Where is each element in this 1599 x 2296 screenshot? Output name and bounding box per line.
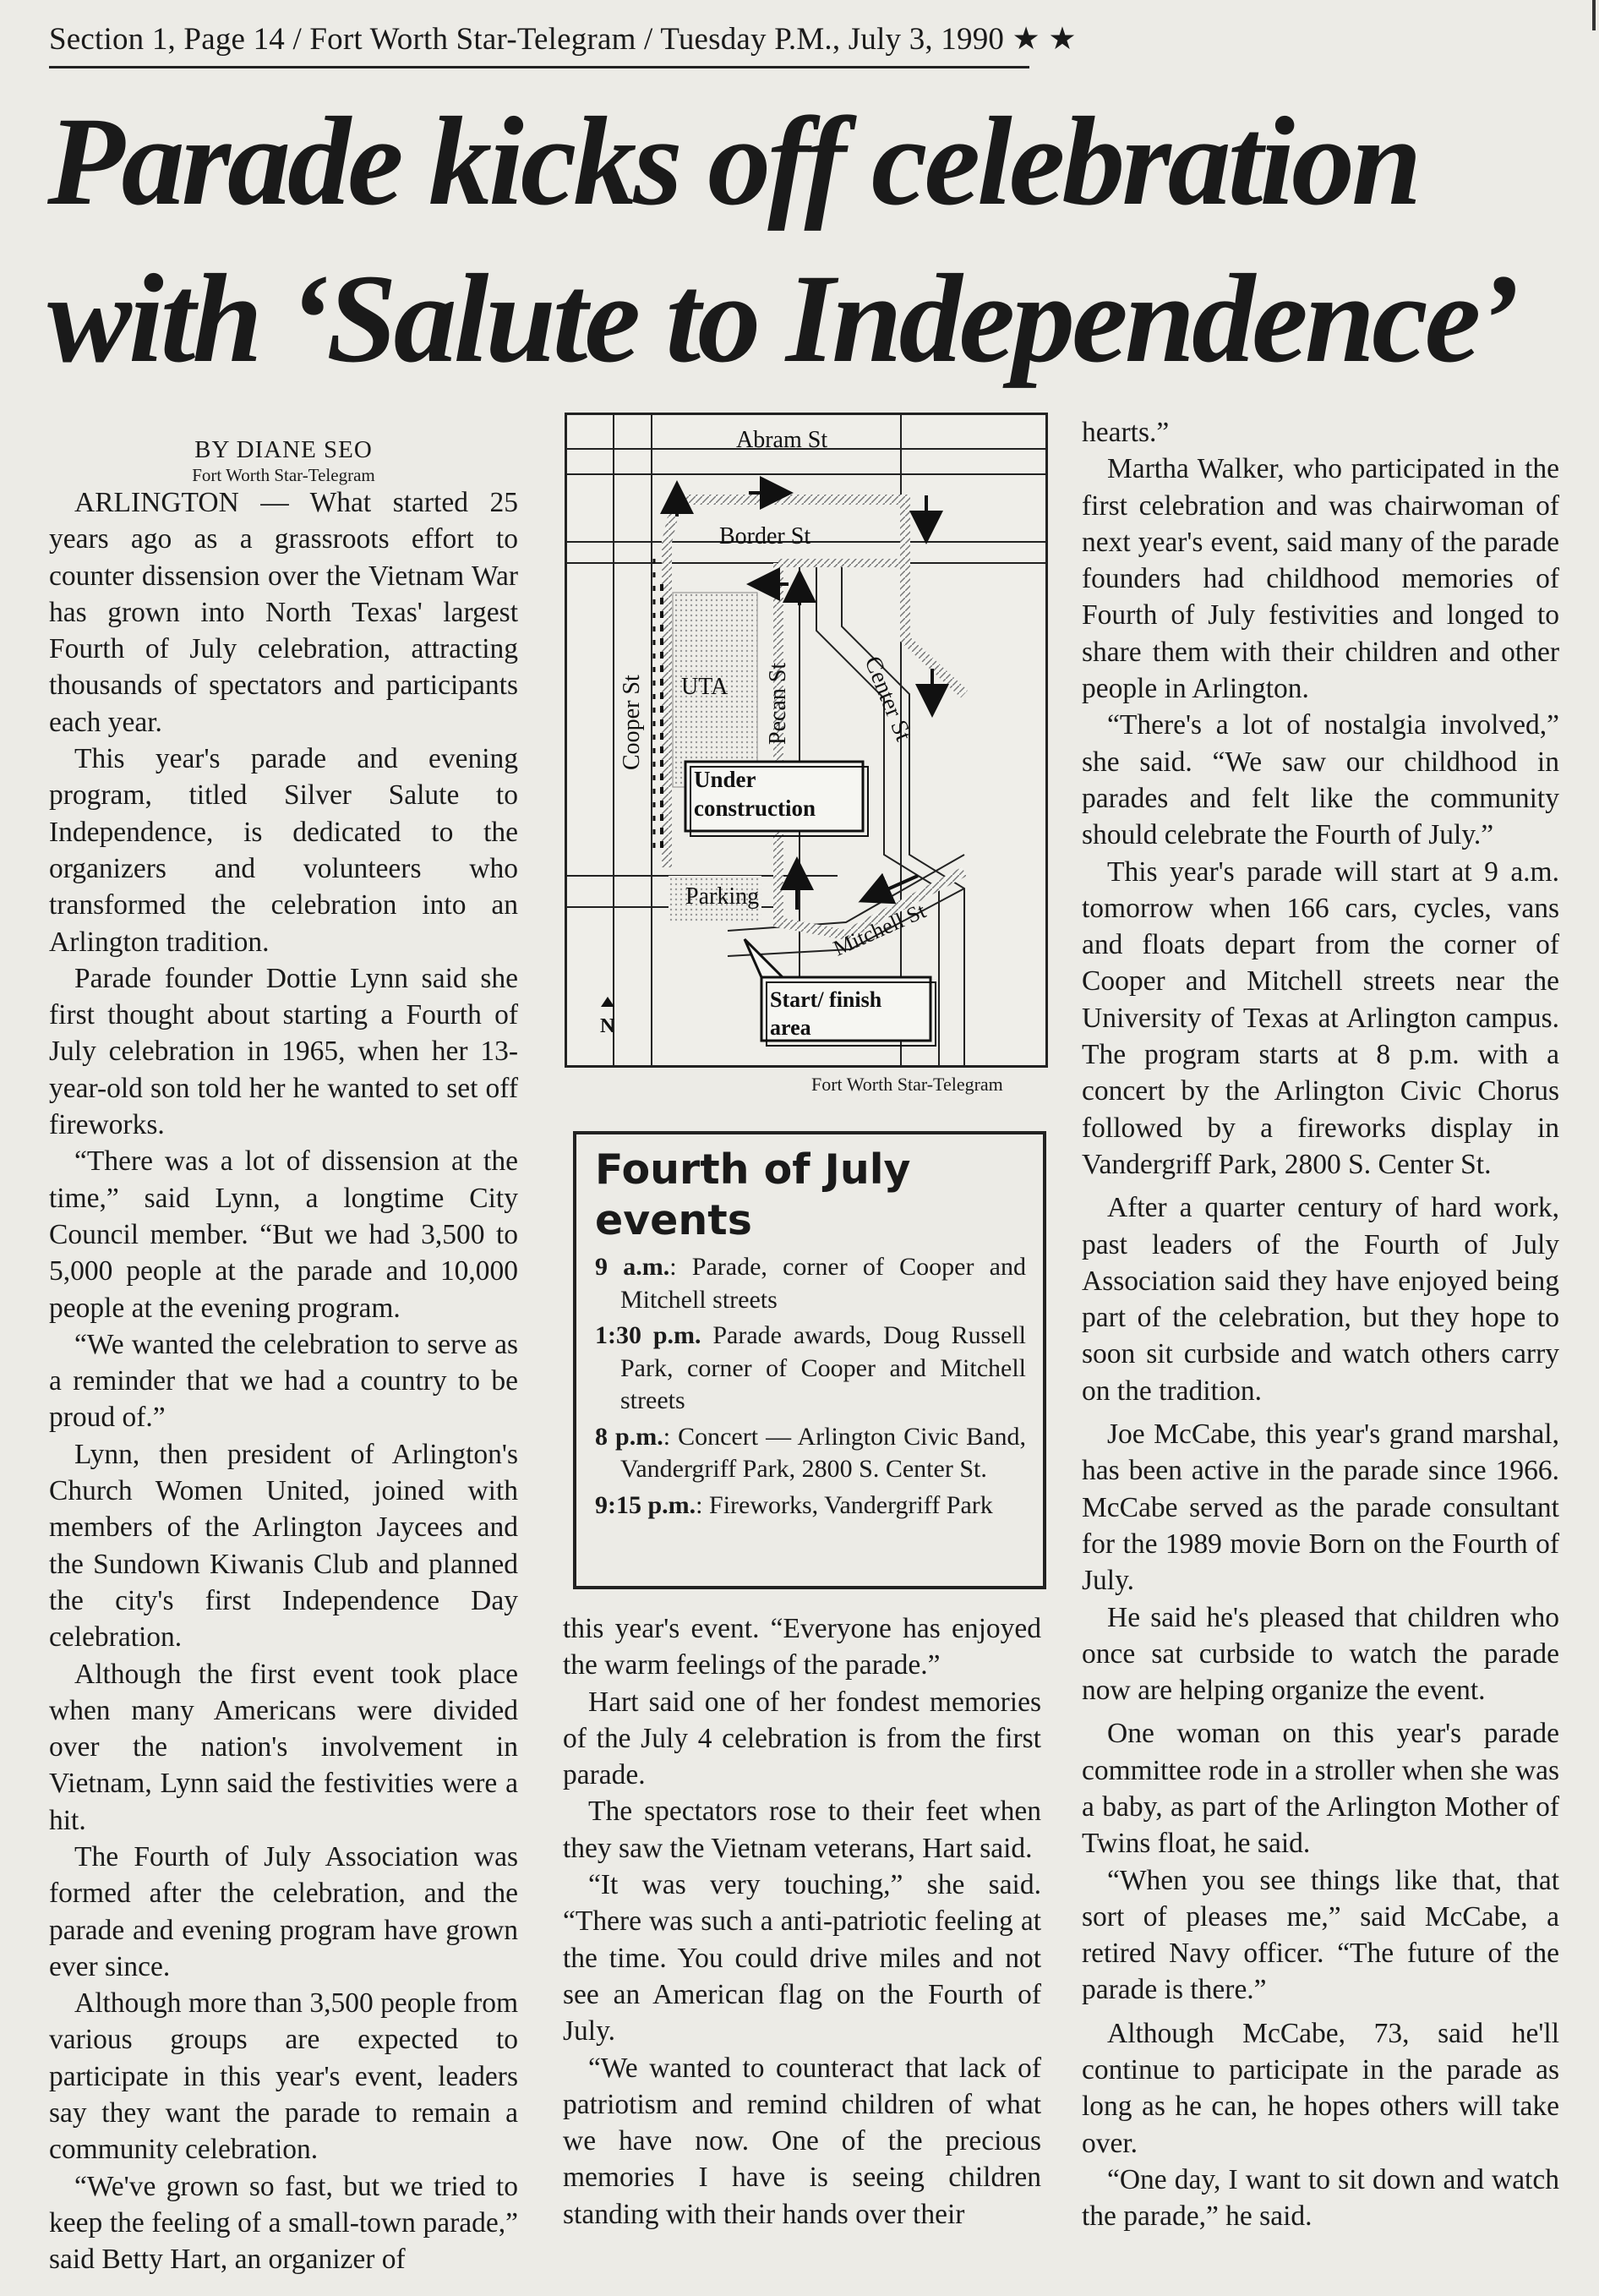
paragraph: Hart said one of her fondest memories of the July 4 celebration is from the first parade. <box>563 1686 1041 1791</box>
map-graphic <box>567 415 1045 1065</box>
map-label-parking: Parking <box>685 883 760 910</box>
paragraph: “There's a lot of nostalgia involved,” she said. “We saw our childhood in parades and felt like the community should celebrate the Fourth of July.” <box>1082 709 1559 851</box>
event-text: : Concert — Arlington Civic Band, Vandergriff Park, 2800 S. Center St. <box>620 1422 1026 1483</box>
map-label-construction: construction <box>694 795 816 821</box>
map-label-uta: UTA <box>681 674 729 700</box>
event-item <box>595 1421 1026 1486</box>
paragraph: Lynn, then president of Arlington's Church Women United, joined with members of the Arlington Jaycees and the Sundown Kiwanis Club and planned the city's first Independence Day celebration. <box>49 1438 518 1654</box>
paragraph: One woman on this year's parade committee rode in a stroller when she was a baby, as part of the Arlington Mother of Twins float, he said. <box>1082 1718 1559 1860</box>
byline-author: BY DIANE SEO <box>194 436 373 463</box>
paragraph: “It was very touching,” she said. “There was such a anti-patriotic feeling at the time. You could drive miles and not see an American flag on the Fourth of July. <box>563 1869 1041 2047</box>
map-label-abram: Abram St <box>736 427 828 453</box>
map-label-pecan: Pecan St <box>765 662 791 745</box>
events-title <box>595 1145 1026 1246</box>
paragraph: hearts.” <box>1082 417 1170 448</box>
events-title-line-2: events <box>595 1196 752 1244</box>
event-text: : Fireworks, Vandergriff Park <box>696 1490 993 1519</box>
headline <box>47 83 1560 397</box>
map-label-mitchell: Mitchell St <box>829 898 930 961</box>
event-time: 8 p.m. <box>595 1422 663 1451</box>
byline-organization: Fort Worth Star-Telegram <box>192 465 375 485</box>
event-text: Parade awards, Doug Russell Park, corner of Cooper and Mitchell streets <box>620 1321 1026 1414</box>
paragraph: After a quarter century of hard work, past leaders of the Fourth of July Association said they have enjoyed being part of the celebration, but they hope to soon sit curbside and watch others carry on the tradition. <box>1082 1192 1559 1407</box>
event-item <box>595 1251 1026 1316</box>
paragraph: Although McCabe, 73, said he'll continue to participate in the parade as long as he can, he hopes others will take over. <box>1082 2017 1559 2159</box>
event-item <box>595 1490 1026 1522</box>
paragraph: “One day, I want to sit down and watch the parade,” he said. <box>1082 2163 1559 2233</box>
paragraph: Although more than 3,500 people from various groups are expected to participate in this year's event, leaders say they want the parade to remain a community celebration. <box>49 1987 518 2166</box>
paragraph: He said he's pleased that children who once sat curbside to watch the parade now are helping organize the event. <box>1082 1601 1559 1707</box>
map-label-cooper: Cooper St <box>619 675 645 770</box>
headline-line-1: Parade kicks off celebration <box>47 91 1419 232</box>
page-edge-mark <box>1592 0 1596 30</box>
event-item <box>595 1320 1026 1418</box>
map-label-area: area <box>770 1015 811 1040</box>
events-sidebar <box>573 1131 1046 1589</box>
paragraph: Although the first event took place when many Americans were divided over the nation's involvement in Vietnam, Lynn said the festivities were a hit. <box>49 1658 518 1836</box>
map-label-under: Under <box>694 767 756 792</box>
paragraph: this year's event. “Everyone has enjoyed the warm feelings of the parade.” <box>563 1613 1041 1681</box>
map-label-start-finish: Start/ finish <box>770 987 882 1012</box>
paragraph: “We wanted the celebration to serve as a reminder that we had a country to be proud of.” <box>49 1328 518 1434</box>
headline-line-2: with ‘Salute to Independence’ <box>47 249 1517 389</box>
paragraph: “We've grown so fast, but we tried to keep the feeling of a small-town parade,” said Betty Hart, an organizer of <box>49 2170 518 2276</box>
events-title-line-1: Fourth of July <box>595 1145 911 1194</box>
parade-route-map <box>565 413 1048 1068</box>
event-time: 9:15 p.m. <box>595 1490 696 1519</box>
paragraph: “There was a lot of dissension at the time,” said Lynn, a longtime City Council member. “But we had 3,500 to 5,000 people at the parade and 10,000 people at the evening program. <box>49 1145 518 1324</box>
paragraph: The spectators rose to their feet when they saw the Vietnam veterans, Hart said. <box>563 1796 1041 1864</box>
north-arrow-label: N <box>600 1015 615 1037</box>
paragraph: Joe McCabe, this year's grand marshal, has been active in the parade since 1966. McCabe served as the parade consultant for the 1989 movie Born on the Fourth of July. <box>1082 1419 1559 1597</box>
paragraph: Martha Walker, who participated in the first celebration and was chairwoman of next year's event, said many of the parade founders had childhood memories of Fourth of July festivities and longed to share them with their children and other people in Arlington. <box>1082 453 1559 705</box>
paragraph: This year's parade will start at 9 a.m. tomorrow when 166 cars, cycles, vans and floats depart from the corner of Cooper and Mitchell streets near the University of Texas at Arlington campus. The program starts at 8 p.m. with a concert by the Arlington Civic Chorus followed by a fireworks display in Vandergriff Park, 2800 S. Center St. <box>1082 856 1559 1180</box>
folio-rule <box>49 66 1029 68</box>
paragraph: Parade founder Dottie Lynn said she first thought about starting a Fourth of July celebration in 1965, when her 13-year-old son told her he wanted to set off fireworks. <box>49 962 518 1141</box>
paragraph: The Fourth of July Association was formed after the celebration, and the parade and evening program have grown ever since. <box>49 1840 518 1982</box>
event-time: 9 a.m. <box>595 1253 670 1281</box>
map-credit: Fort Worth Star-Telegram <box>811 1074 1003 1095</box>
map-label-center: Center St <box>859 653 917 745</box>
article-column-2 <box>563 1610 1041 2233</box>
paragraph: “When you see things like that, that sort of pleases me,” said McCabe, a retired Navy officer. “The future of the parade is there.” <box>1082 1864 1559 2006</box>
paragraph: This year's parade and evening program, titled Silver Salute to Independence, is dedicated to the organizers and volunteers who transformed the celebration into an Arlington tradition. <box>49 743 518 958</box>
byline <box>49 435 518 486</box>
section-folio: Section 1, Page 14 / Fort Worth Star-Telegram / Tuesday P.M., July 3, 1990 ★ ★ <box>49 22 1077 57</box>
map-label-border: Border St <box>719 523 811 549</box>
event-text: : Parade, corner of Cooper and Mitchell streets <box>620 1253 1026 1314</box>
paragraph: ARLINGTON — What started 25 years ago as a grassroots effort to counter dissension over the Vietnam War has grown into North Texas' largest Fourth of July celebration, attracting thousands of spectators and participants each year. <box>49 487 518 738</box>
article-column-1 <box>49 435 518 2278</box>
article-column-3 <box>1082 414 1559 2235</box>
paragraph: “We wanted to counteract that lack of patriotism and remind children of what we have now. One of the precious memories I have is seeing children standing with their hands over their <box>563 2052 1041 2230</box>
event-time: 1:30 p.m. <box>595 1321 701 1349</box>
